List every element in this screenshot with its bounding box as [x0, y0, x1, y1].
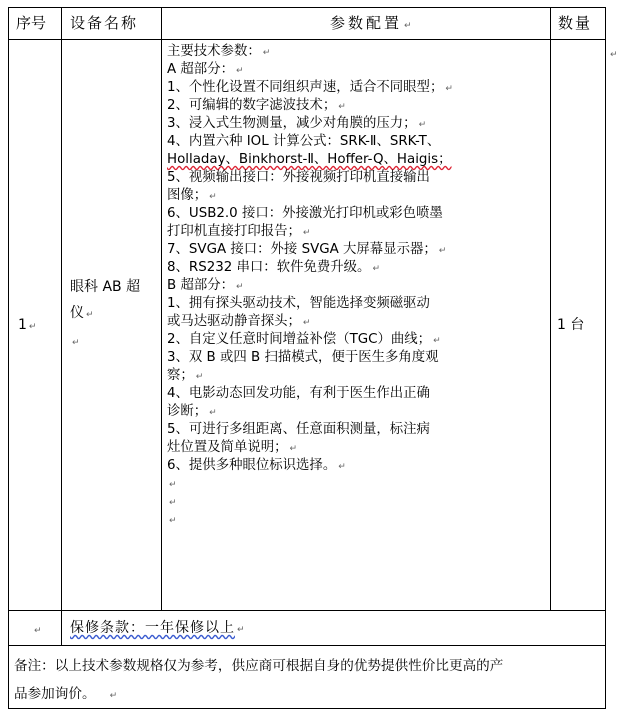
- param-line: Holladay、Binkhorst-Ⅱ、Hoffer-Q、Haigis；: [167, 152, 452, 167]
- paragraph-mark: ↵: [169, 498, 177, 508]
- paragraph-mark: ↵: [262, 48, 271, 58]
- device-name-line3: [70, 328, 140, 356]
- header-device-name: 设备名称: [70, 14, 139, 32]
- param-line: 主要技术参数： ↵: [167, 44, 271, 59]
- param-line: 6、提供多种眼位标识选择。 ↵: [167, 458, 346, 473]
- param-line: 2、自定义任意时间增益补偿（TGC）曲线； ↵: [167, 332, 441, 347]
- table-border-header-bottom: [8, 39, 606, 40]
- param-line: 3、双 B 或四 B 扫描模式，便于医生多角度观: [167, 350, 439, 365]
- table-border-top: [8, 7, 606, 8]
- param-line: [167, 511, 547, 529]
- param-line: 1、个性化设置不同组织声速，适合不同眼型； ↵: [167, 80, 453, 95]
- device-name-line2: 仪 ↵: [70, 305, 94, 321]
- table-border-row-bottom: [8, 610, 606, 611]
- parameter-config: [167, 43, 547, 529]
- col-divider-1: [61, 7, 62, 646]
- paragraph-mark: ↵: [445, 84, 453, 94]
- paragraph-mark: ↵: [433, 336, 441, 346]
- device-name-line1: 眼科 AB 超: [70, 279, 141, 295]
- param-line: 5、视频输出接口：外接视频打印机直接输出: [167, 170, 430, 185]
- paragraph-mark: ↵: [72, 338, 80, 348]
- param-line: 3、浸入式生物测量，减少对角膜的压力； ↵: [167, 116, 427, 131]
- param-line: 图像； ↵: [167, 188, 217, 203]
- paragraph-mark: ↵: [289, 444, 298, 454]
- param-line: 察； ↵: [167, 368, 204, 383]
- paragraph-mark: ↵: [209, 192, 217, 202]
- paragraph-mark: ↵: [169, 480, 177, 490]
- table-border-warranty-bottom: [8, 645, 606, 646]
- right-margin-mark: [608, 44, 618, 64]
- header-config: 参数配置 ↵: [330, 14, 415, 32]
- paragraph-mark: ↵: [86, 310, 94, 320]
- col-divider-2: [161, 7, 162, 611]
- warranty-index-cell: [32, 620, 42, 640]
- paragraph-mark: ↵: [302, 318, 311, 328]
- param-line: 4、电影动态回发功能，有利于医生作出正确: [167, 386, 430, 401]
- param-line: 6、USB2.0 接口：外接激光打印机或彩色喷墨: [167, 206, 443, 221]
- paragraph-mark: ↵: [418, 120, 427, 130]
- header-quantity: 数量: [558, 14, 593, 32]
- paragraph-mark: ↵: [610, 50, 618, 60]
- paragraph-mark: ↵: [237, 625, 246, 635]
- param-line: 7、SVGA 接口：外接 SVGA 大屏幕显示器； ↵: [167, 242, 447, 257]
- paragraph-mark: ↵: [195, 372, 204, 382]
- note-text: [14, 652, 503, 710]
- table-border-right: [605, 7, 606, 709]
- quantity-value: 1 台: [557, 317, 585, 333]
- paragraph-mark: ↵: [372, 264, 380, 274]
- param-line: 打印机直接打印报告； ↵: [167, 224, 311, 239]
- param-line: 4、内置六种 IOL 计算公式：SRK-Ⅱ、SRK-T、: [167, 134, 441, 149]
- paragraph-mark: ↵: [34, 626, 42, 636]
- paragraph-mark: ↵: [109, 691, 118, 701]
- param-line: [167, 493, 547, 511]
- param-line: 灶位置及简单说明； ↵: [167, 440, 298, 455]
- param-line: 8、RS232 串口：软件免费升级。 ↵: [167, 260, 380, 275]
- warranty-text: 保修条款：一年保修以上 ↵: [70, 620, 246, 636]
- param-line: A 超部分： ↵: [167, 62, 244, 77]
- paragraph-mark: ↵: [338, 102, 346, 112]
- table-border-left: [8, 7, 9, 709]
- paragraph-mark: ↵: [235, 66, 244, 76]
- paragraph-mark: ↵: [338, 462, 346, 472]
- header-index: 序号: [16, 14, 47, 32]
- col-divider-3: [550, 7, 551, 611]
- paragraph-mark: ↵: [28, 322, 37, 332]
- paragraph-mark: ↵: [236, 282, 244, 292]
- param-line: [167, 475, 547, 493]
- device-name: [70, 274, 140, 356]
- param-line: 1、拥有探头驱动技术，智能选择变频磁驱动: [167, 296, 430, 311]
- paragraph-mark: ↵: [169, 516, 177, 526]
- param-line: B 超部分： ↵: [167, 278, 244, 293]
- param-line: 5、可进行多组距离、任意面积测量，标注病: [167, 422, 430, 437]
- note-line1: 备注：以上技术参数规格仅为参考，供应商可根据自身的优势提供性价比更高的产: [14, 658, 504, 674]
- param-line: 2、可编辑的数字滤波技术； ↵: [167, 98, 346, 113]
- row-index: 1 ↵: [18, 317, 37, 333]
- paragraph-mark: ↵: [302, 228, 311, 238]
- note-line2: 品参加询价。 ↵: [14, 686, 118, 702]
- paragraph-mark: ↵: [438, 246, 447, 256]
- param-line: 诊断； ↵: [167, 404, 217, 419]
- paragraph-mark: ↵: [404, 21, 415, 31]
- paragraph-mark: ↵: [209, 408, 217, 418]
- param-line: 或马达驱动静音探头； ↵: [167, 314, 311, 329]
